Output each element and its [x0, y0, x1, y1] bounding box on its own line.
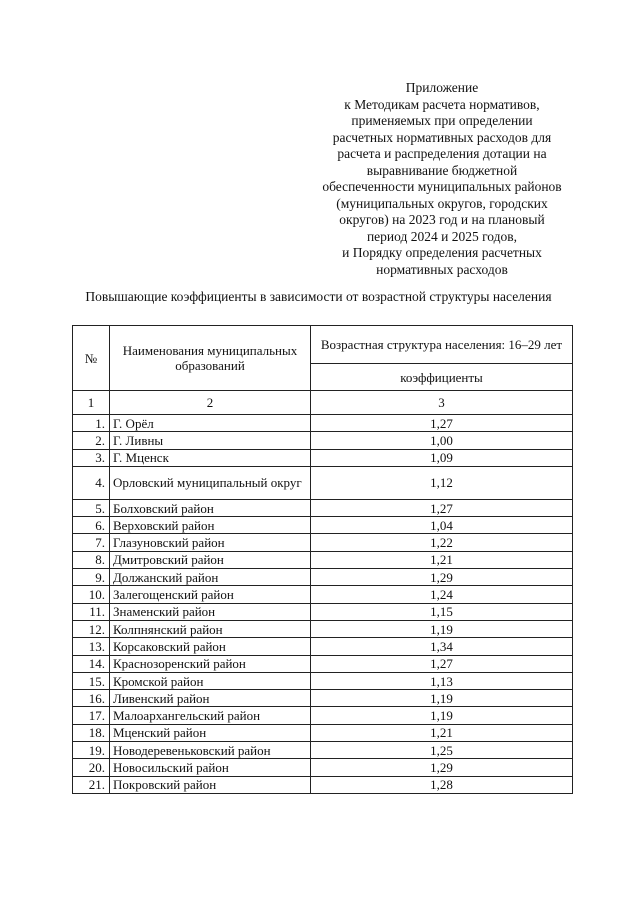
- row-municipality: Знаменский район: [110, 603, 311, 620]
- row-municipality: Кромской район: [110, 672, 311, 689]
- row-coefficient: 1,24: [311, 586, 573, 603]
- row-number: 1.: [73, 415, 110, 432]
- table-row: [73, 415, 573, 432]
- header-age-structure: Возрастная структура населения: 16–29 лет: [311, 326, 573, 364]
- row-number: 13.: [73, 638, 110, 655]
- row-coefficient: 1,29: [311, 759, 573, 776]
- row-number: 18.: [73, 724, 110, 741]
- row-coefficient: 1,34: [311, 638, 573, 655]
- row-number: 20.: [73, 759, 110, 776]
- row-municipality: Г. Мценск: [110, 449, 311, 466]
- table-row: [73, 551, 573, 568]
- header-municipality: Наименования муниципальных образований: [110, 326, 311, 391]
- row-coefficient: 1,19: [311, 620, 573, 637]
- row-coefficient: 1,21: [311, 551, 573, 568]
- row-municipality: Дмитровский район: [110, 551, 311, 568]
- row-number: 9.: [73, 569, 110, 586]
- appendix-line: выравнивание бюджетной: [366, 162, 518, 178]
- row-municipality: Корсаковский район: [110, 638, 311, 655]
- row-municipality: Должанский район: [110, 569, 311, 586]
- row-coefficient: 1,29: [311, 569, 573, 586]
- row-municipality: Мценский район: [110, 724, 311, 741]
- row-municipality: Болховский район: [110, 499, 311, 516]
- row-coefficient: 1,27: [311, 415, 573, 432]
- column-number: 1: [73, 391, 110, 415]
- appendix-line: округов) на 2023 год и на плановый: [339, 212, 545, 227]
- row-coefficient: 1,19: [311, 707, 573, 724]
- row-number: 11.: [73, 603, 110, 620]
- table-row: [73, 638, 573, 655]
- appendix-caption: [300, 80, 584, 278]
- table-row: [73, 724, 573, 741]
- appendix-line: период 2024 и 2025 годов,: [366, 228, 518, 244]
- row-number: 19.: [73, 742, 110, 759]
- table-row: [73, 517, 573, 534]
- row-coefficient: 1,12: [311, 466, 573, 499]
- table-row: [73, 603, 573, 620]
- table-body: [73, 415, 573, 794]
- appendix-line: (муниципальных округов, городских: [336, 195, 548, 211]
- row-municipality: Новосильский район: [110, 759, 311, 776]
- table-row: [73, 432, 573, 449]
- column-number: 3: [311, 391, 573, 415]
- row-coefficient: 1,28: [311, 776, 573, 793]
- table-row: [73, 742, 573, 759]
- table-row: [73, 534, 573, 551]
- row-municipality: Колпнянский район: [110, 620, 311, 637]
- row-coefficient: 1,13: [311, 672, 573, 689]
- header-number: №: [73, 326, 110, 391]
- row-number: 15.: [73, 672, 110, 689]
- row-municipality: Верховский район: [110, 517, 311, 534]
- header-coefficients: коэффициенты: [311, 364, 573, 391]
- row-coefficient: 1,21: [311, 724, 573, 741]
- table-row: [73, 759, 573, 776]
- row-municipality: Краснозоренский район: [110, 655, 311, 672]
- row-coefficient: 1,04: [311, 517, 573, 534]
- table-row: [73, 449, 573, 466]
- appendix-line: расчетных нормативных расходов для: [332, 129, 552, 145]
- row-coefficient: 1,25: [311, 742, 573, 759]
- table-row: [73, 707, 573, 724]
- row-number: 2.: [73, 432, 110, 449]
- row-number: 14.: [73, 655, 110, 672]
- table-row: [73, 672, 573, 689]
- row-municipality: Ливенский район: [110, 690, 311, 707]
- row-municipality: Орловский муниципальный округ: [110, 466, 311, 499]
- row-municipality: Г. Ливны: [110, 432, 311, 449]
- row-municipality: Малоархангельский район: [110, 707, 311, 724]
- row-coefficient: 1,19: [311, 690, 573, 707]
- row-municipality: Глазуновский район: [110, 534, 311, 551]
- table-row: [73, 655, 573, 672]
- row-coefficient: 1,00: [311, 432, 573, 449]
- row-number: 12.: [73, 620, 110, 637]
- row-coefficient: 1,22: [311, 534, 573, 551]
- row-number: 5.: [73, 499, 110, 516]
- appendix-line: обеспеченности муниципальных районов: [322, 179, 562, 194]
- row-number: 8.: [73, 551, 110, 568]
- row-number: 17.: [73, 707, 110, 724]
- table-row: [73, 499, 573, 516]
- table-row: [73, 466, 573, 499]
- row-municipality: Новодеревеньковский район: [110, 742, 311, 759]
- row-number: 6.: [73, 517, 110, 534]
- appendix-line: и Порядку определения расчетных: [342, 245, 542, 260]
- row-number: 7.: [73, 534, 110, 551]
- row-number: 16.: [73, 690, 110, 707]
- row-number: 3.: [73, 449, 110, 466]
- row-municipality: Г. Орёл: [110, 415, 311, 432]
- appendix-line: Приложение: [405, 80, 479, 95]
- table-row: [73, 776, 573, 793]
- row-municipality: Покровский район: [110, 776, 311, 793]
- appendix-line: к Методикам расчета нормативов,: [344, 96, 540, 112]
- row-coefficient: 1,27: [311, 655, 573, 672]
- appendix-line: применяемых при определении: [351, 113, 533, 128]
- table-row: [73, 586, 573, 603]
- table-row: [73, 690, 573, 707]
- row-coefficient: 1,09: [311, 449, 573, 466]
- row-number: 21.: [73, 776, 110, 793]
- table-row: [73, 569, 573, 586]
- row-number: 4.: [73, 466, 110, 499]
- column-numbers-row: [73, 391, 573, 415]
- row-municipality: Залегощенский район: [110, 586, 311, 603]
- table-title: Повышающие коэффициенты в зависимости от возрастной структуры населения: [85, 289, 552, 304]
- appendix-line: нормативных расходов: [376, 261, 508, 277]
- table-row: [73, 620, 573, 637]
- appendix-line: расчета и распределения дотации на: [337, 146, 547, 161]
- row-coefficient: 1,15: [311, 603, 573, 620]
- row-coefficient: 1,27: [311, 499, 573, 516]
- column-number: 2: [110, 391, 311, 415]
- row-number: 10.: [73, 586, 110, 603]
- coefficients-table: [72, 325, 573, 794]
